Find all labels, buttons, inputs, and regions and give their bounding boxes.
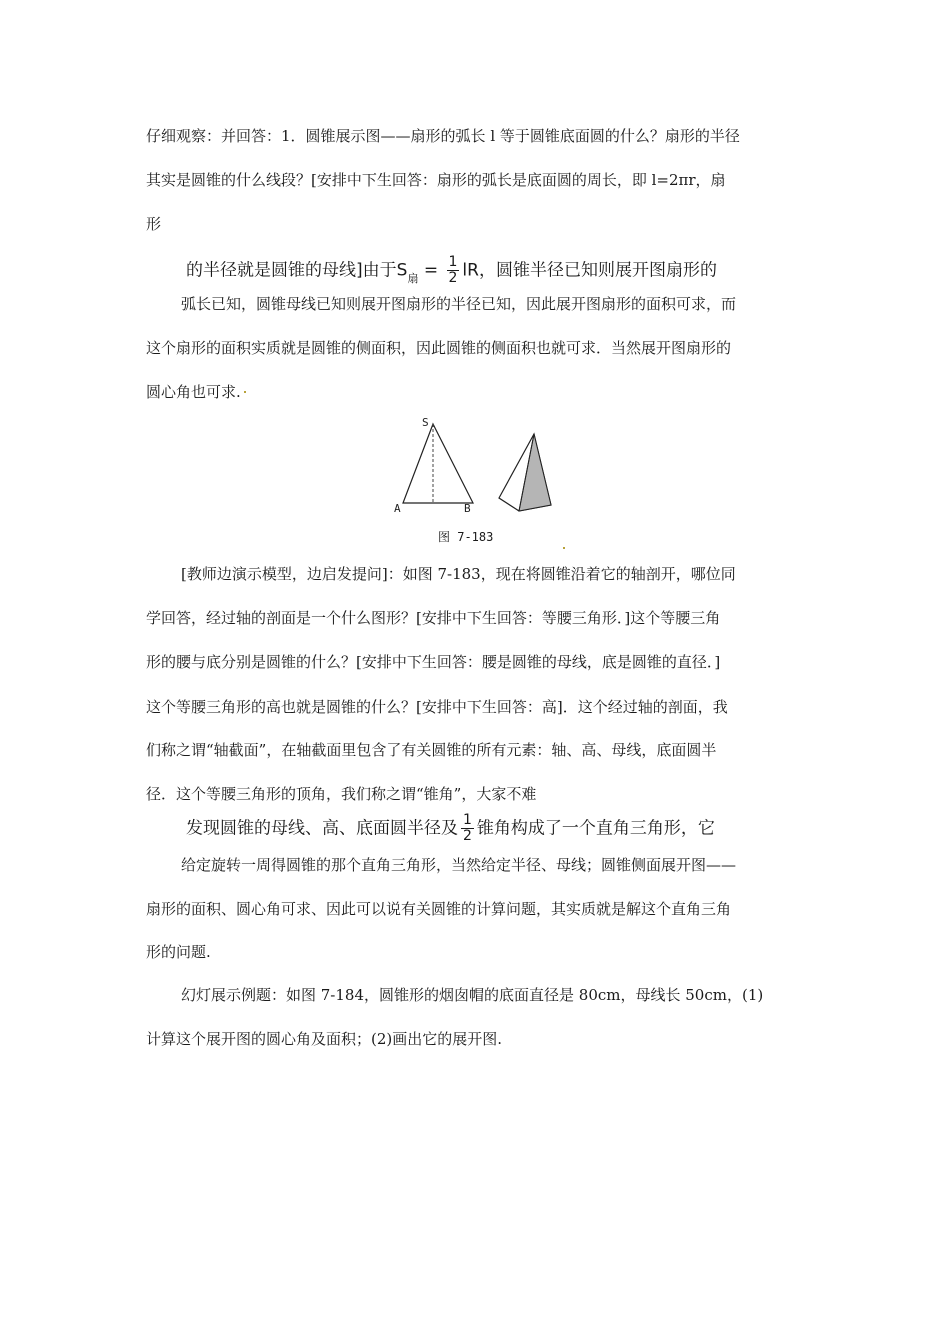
label-s: S [422, 416, 429, 429]
text-line: 径．这个等腰三角形的顶角，我们称之谓“锥角”，大家不难 [146, 785, 537, 803]
text-line: 形的腰与底分别是圆锥的什么？[安排中下生回答：腰是圆锥的母线，底是圆锥的直径．] [146, 653, 721, 671]
text-line: 形的问题. [146, 943, 211, 961]
pyramid-solid [499, 434, 551, 511]
text-line: 仔细观察：并回答：1．圆锥展示图——扇形的弧长 l 等于圆锥底面圆的什么？扇形的半径 [146, 127, 740, 145]
text-line: 计算这个展开图的圆心角及面积；(2)画出它的展开图. [146, 1030, 503, 1048]
fraction-denominator: 2 [463, 828, 472, 844]
text-line: 形 [146, 215, 162, 233]
isosceles-triangle [403, 424, 473, 503]
formula-prefix: 发现圆锥的母线、高、底面圆半径及 [186, 818, 458, 839]
scan-speck [244, 391, 246, 393]
formula-prefix: 的半径就是圆锥的母线]由于S [186, 260, 408, 281]
text-line: 扇形的面积、圆心角可求、因此可以说有关圆锥的计算问题，其实质就是解这个直角三角 [146, 900, 732, 918]
text-line: 弧长已知，圆锥母线已知则展开图扇形的半径已知，因此展开图扇形的面积可求，而 [181, 295, 737, 313]
formula-sector-area [186, 255, 717, 286]
fraction-denominator: 2 [448, 270, 458, 286]
text-line: 幻灯展示例题：如图 7-184，圆锥形的烟囱帽的底面直径是 80cm，母线长 50cm，(1) [181, 986, 764, 1004]
text-line: 给定旋转一周得圆锥的那个直角三角形，当然给定半径、母线；圆锥侧面展开图—— [181, 856, 737, 874]
fraction [447, 255, 460, 286]
text-line: 圆心角也可求. [146, 383, 241, 401]
text-line: 学回答，经过轴的剖面是一个什么图形？[安排中下生回答：等腰三角形．]这个等腰三角 [146, 609, 721, 627]
text-line: 其实是圆锥的什么线段？[安排中下生回答：扇形的弧长是底面圆的周长，即 l=2πr，扇 [146, 171, 726, 189]
cone-cross-section [394, 416, 473, 515]
fraction-numerator: 1 [463, 812, 472, 828]
scan-speck [563, 547, 565, 549]
text-line: 们称之谓“轴截面”，在轴截面里包含了有关圆锥的所有元素：轴、高、母线，底面圆半 [146, 741, 717, 759]
text-line: 这个扇形的面积实质就是圆锥的侧面积，因此圆锥的侧面积也就可求．当然展开图扇形的 [146, 339, 732, 357]
formula-suffix: lR，圆锥半径已知则展开图扇形的 [462, 260, 717, 281]
figure-caption: 图 7-183 [438, 530, 494, 544]
text-line: [教师边演示模型，边启发提问]：如图 7-183，现在将圆锥沿着它的轴剖开，哪位同 [181, 565, 736, 583]
formula-suffix: 锥角构成了一个直角三角形，它 [476, 818, 715, 839]
formula-subscript: 扇 [407, 271, 419, 285]
formula-equals: = [423, 260, 439, 281]
formula-right-triangle [186, 813, 715, 844]
label-a: A [394, 502, 401, 515]
label-b: B [464, 502, 471, 515]
fraction-numerator: 1 [448, 254, 458, 270]
text-line: 这个等腰三角形的高也就是圆锥的什么？[安排中下生回答：高]．这个经过轴的剖面，我 [146, 698, 728, 716]
fraction [461, 813, 474, 844]
